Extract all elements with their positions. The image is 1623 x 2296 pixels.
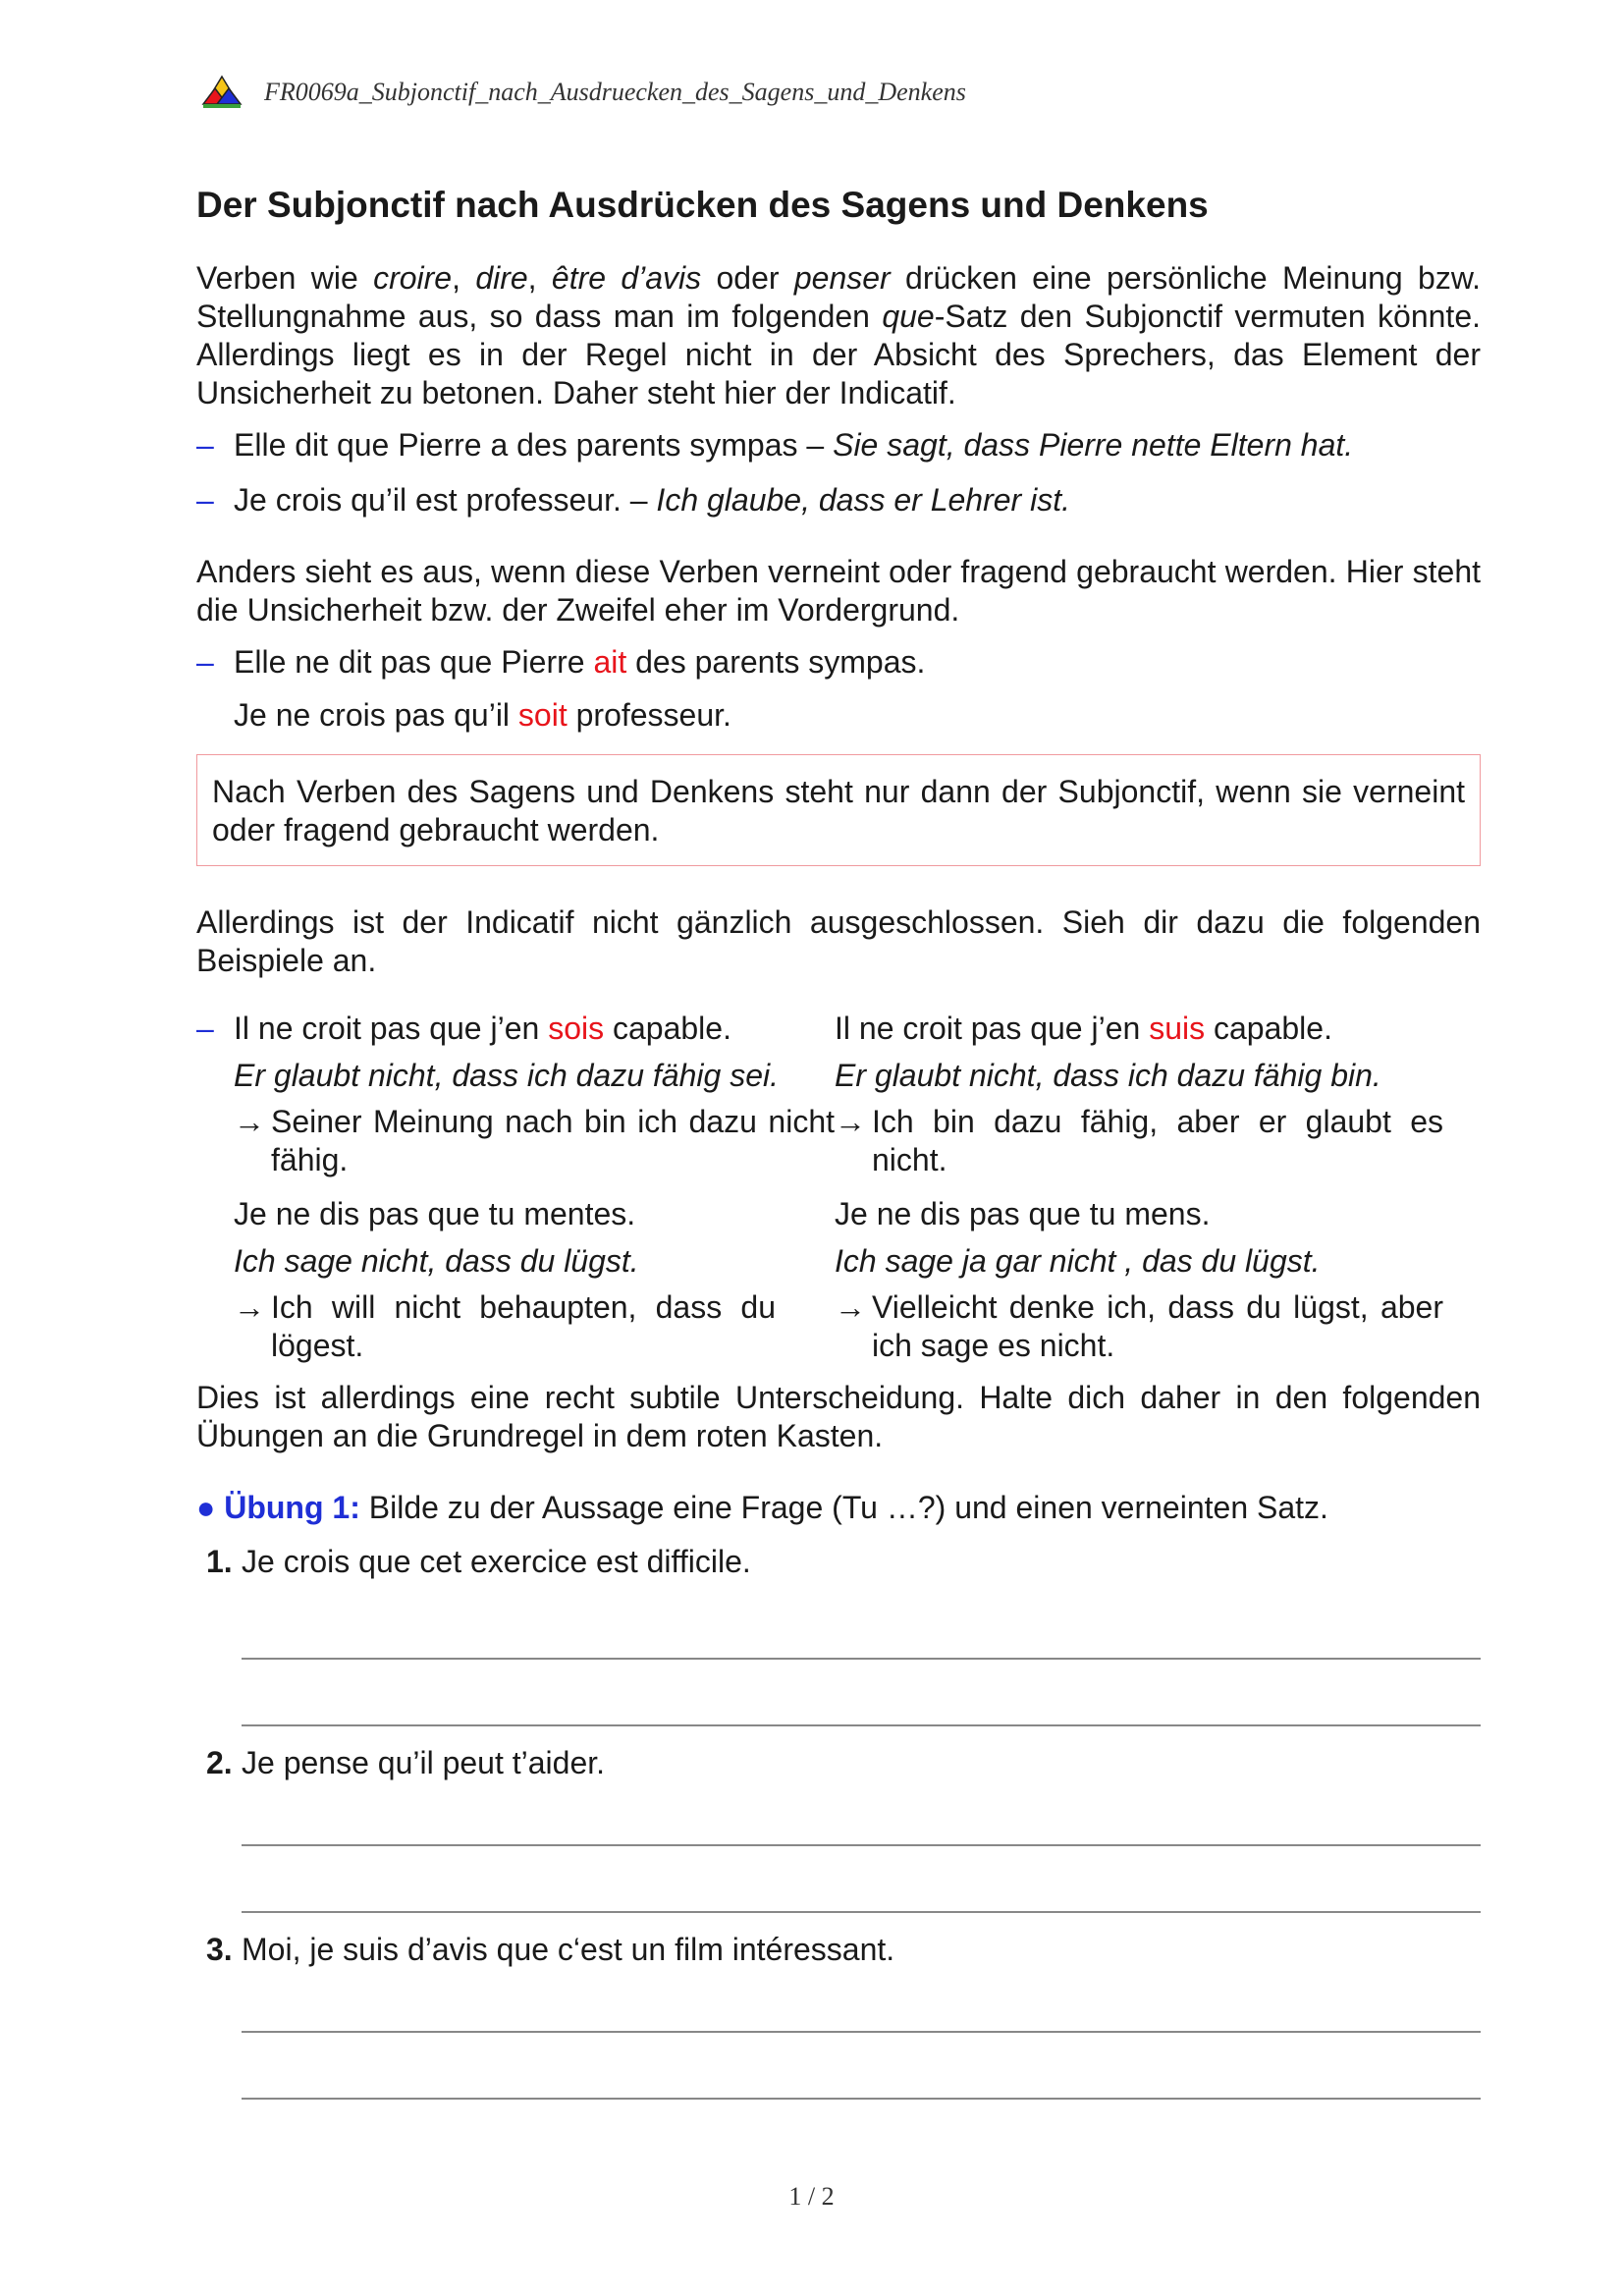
answer-line[interactable] [242,1658,1481,1660]
comparison-right [835,1010,1443,1365]
text: oder [701,260,794,296]
text: capable. [604,1011,731,1046]
right-note-1 [835,1103,1443,1179]
example-french: Je crois qu’il est professeur. – [234,482,657,518]
highlight-verb: suis [1149,1011,1206,1046]
text: -Satz den Subjonctif vermuten könnte. Allerdings liegt es in der Regel nicht in der Absicht des Sprechers, das Element der Unsicherheit zu betonen. Daher steht hier der Indicatif. [196,299,1482,410]
mountain-logo-icon [201,75,243,110]
left-translation-1 [196,1057,835,1095]
item-number: 1. [206,1544,233,1579]
document-id: FR0069a_Subjonctif_nach_Ausdruecken_des_Sagens_und_Denkens [264,78,966,106]
dash [196,696,234,735]
translation: Er glaubt nicht, dass ich dazu fähig sei. [234,1058,779,1093]
text: Elle ne dit pas que Pierre [234,644,594,680]
item-text: Moi, je suis d’avis que c‘est un film intéressant. [242,1932,895,1967]
highlight-verb: ait [593,644,627,680]
left-example-1 [196,1010,835,1048]
left-translation-2 [196,1242,835,1281]
exercise-item-2 [196,1744,605,1782]
text: Il ne croit pas que j’en [835,1011,1150,1046]
page-number: 1 / 2 [788,2182,835,2211]
note: Ich bin dazu fähig, aber er glaubt es nicht. [872,1104,1443,1177]
text: des parents sympas. [626,644,926,680]
answer-line[interactable] [242,2098,1481,2100]
arrow-icon: → [835,1104,866,1139]
item-number: 2. [206,1745,233,1780]
dash: – [196,644,214,680]
verb: penser [793,260,891,296]
text: Verben wie [196,260,374,296]
item-text: Je pense qu’il peut t’aider. [242,1745,606,1780]
exercise-item-3 [196,1931,894,1969]
exercise-label: Übung 1: [224,1490,360,1525]
highlight-verb: soit [517,697,568,733]
example-french: Elle dit que Pierre a des parents sympas – [234,427,834,463]
example-german: Sie sagt, dass Pierre nette Eltern hat. [833,427,1354,463]
right-note-2 [835,1288,1443,1365]
paragraph-4: Dies ist allerdings eine recht subtile Unterscheidung. Halte dich daher in den folgenden Übungen an die Grundregel in dem roten Kasten. [196,1380,1481,1453]
verb: dire [475,260,528,296]
text: Je ne crois pas qu’il [234,697,518,733]
exercise-item-1 [196,1543,1481,1581]
arrow-icon: → [234,1289,265,1325]
verb: croire [373,260,453,296]
example-1 [196,426,1481,465]
item-text: Je crois que cet exercice est difficile. [242,1544,751,1579]
text: , [452,260,476,296]
bullet-icon: ● [196,1490,216,1525]
right-example-2: Je ne dis pas que tu mens. [835,1196,1211,1231]
comparison-left [196,1010,835,1365]
right-translation-1: Er glaubt nicht, dass ich dazu fähig bin. [835,1058,1381,1093]
text: capable. [1205,1011,1332,1046]
text: professeur. [567,697,731,733]
left-note-1 [196,1103,835,1179]
comparison-block [196,1010,1481,1365]
page-title: Der Subjonctif nach Ausdrücken des Sagens und Denkens [196,185,1209,225]
highlight-verb: sois [548,1011,605,1046]
answer-line[interactable] [242,1724,1481,1726]
dash: – [196,427,214,463]
intro-paragraph [196,259,1481,412]
answer-line[interactable] [242,2031,1481,2033]
rule-box: Nach Verben des Sagens und Denkens steht nur dann der Subjonctif, wenn sie verneint oder fragend gebraucht werden. [196,754,1481,866]
translation: Ich sage nicht, dass du lügst. [234,1243,639,1279]
text: Je ne dis pas que tu mentes. [234,1196,636,1231]
arrow-icon: → [234,1104,265,1139]
verb: être d’avis [551,260,702,296]
example-2 [196,481,1481,519]
dash: – [196,1011,214,1046]
paragraph-3: Allerdings ist der Indicatif nicht gänzlich ausgeschlossen. Sieh dir dazu die folgenden Beispiele an. [196,904,1481,978]
text: Il ne croit pas que j’en [234,1011,549,1046]
left-note-2 [196,1288,835,1365]
example-german: Ich glaube, dass er Lehrer ist. [656,482,1070,518]
text: drücken eine persönliche Meinung bzw. Stellungnahme aus, so dass man im folgenden [196,260,1482,334]
arrow-icon: → [835,1289,866,1325]
example-3 [196,643,1481,682]
note: Ich will nicht behaupten, dass du lögest. [271,1289,776,1363]
note: Vielleicht denke ich, dass du lügst, aber ich sage es nicht. [872,1289,1443,1363]
right-translation-2: Ich sage ja gar nicht , das du lügst. [835,1243,1321,1279]
note: Seiner Meinung nach bin ich dazu nicht fähig. [271,1104,835,1177]
answer-line[interactable] [242,1844,1481,1846]
exercise-heading [196,1489,1481,1527]
text: , [527,260,552,296]
document-header [201,73,966,112]
left-example-2 [196,1195,835,1233]
right-example-1 [835,1010,1443,1048]
exercise-instruction: Bilde zu der Aussage eine Frage (Tu …?) und einen verneinten Satz. [359,1490,1328,1525]
verb: que [882,299,935,334]
example-4 [196,696,1481,735]
item-number: 3. [206,1932,233,1967]
paragraph-2: Anders sieht es aus, wenn diese Verben verneint oder fragend gebraucht werden. Hier steht die Unsicherheit bzw. der Zweifel eher im Vordergrund. [196,554,1481,628]
worksheet-content [196,185,1482,1967]
dash: – [196,482,214,518]
answer-line[interactable] [242,1911,1481,1913]
